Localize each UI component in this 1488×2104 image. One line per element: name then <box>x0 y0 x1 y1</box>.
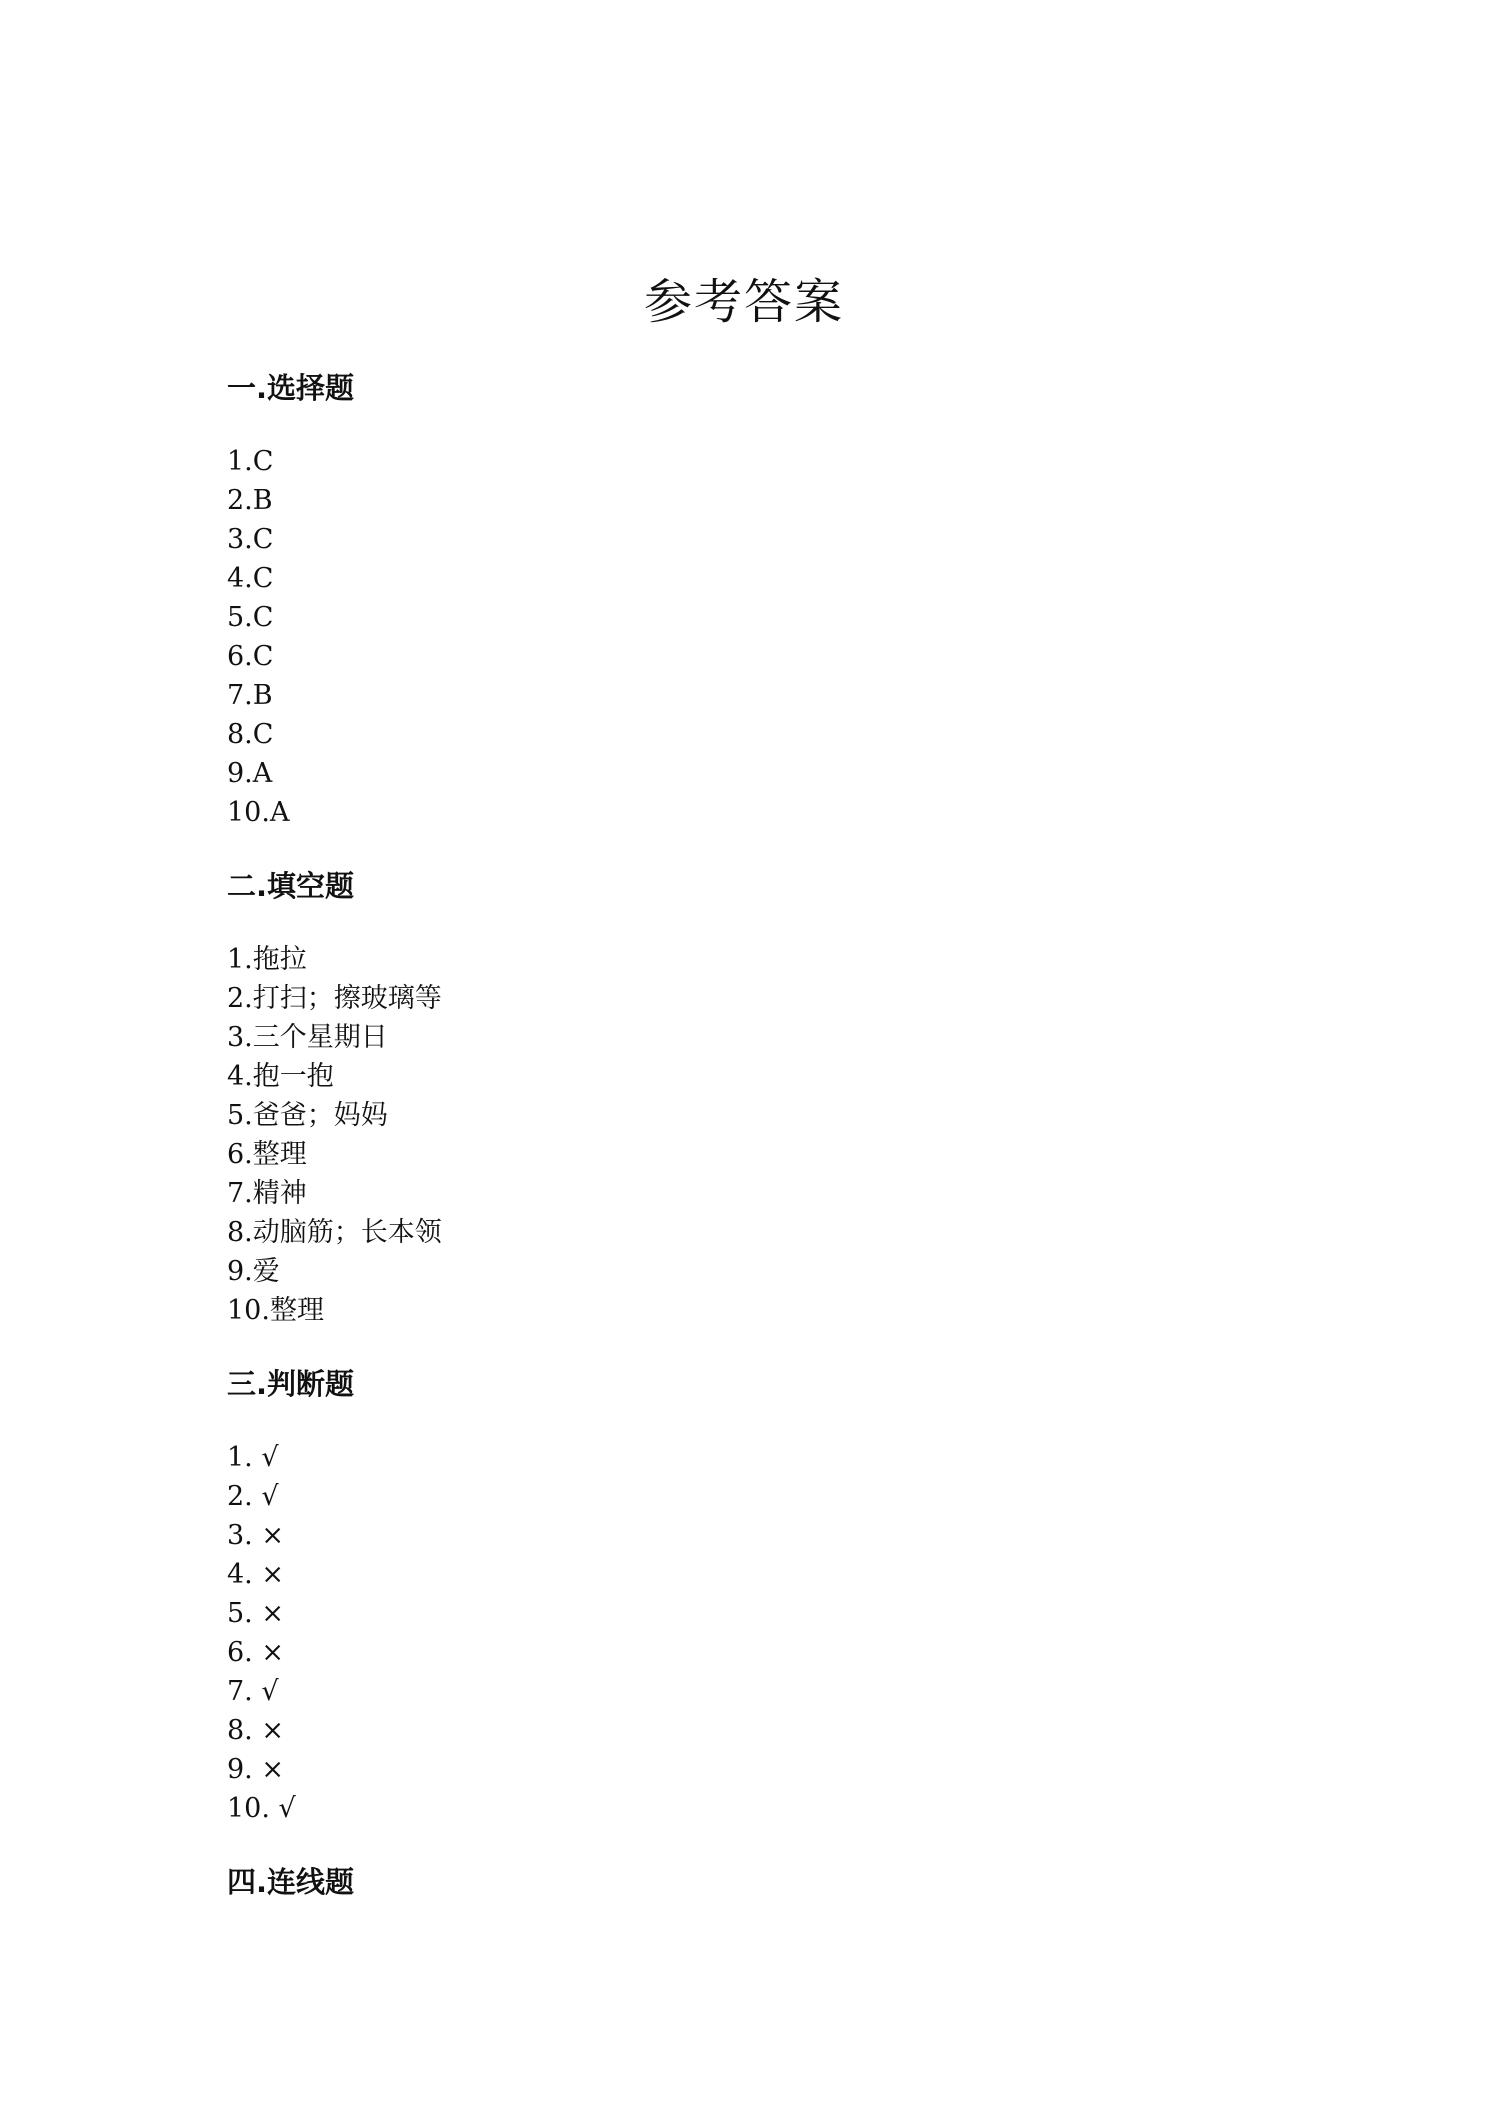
answer-value: 三个星期日 <box>252 1022 388 1053</box>
answer-value: 抱一抱 <box>252 1061 334 1092</box>
answer-item <box>227 1213 442 1252</box>
answer-item <box>227 1096 442 1135</box>
answer-value: 整理 <box>269 1295 324 1326</box>
answer-number: 8. <box>227 1217 253 1248</box>
answer-number: 4. <box>227 563 253 594</box>
answer-value: B <box>252 485 273 516</box>
answer-value: C <box>252 563 274 594</box>
section-matching <box>227 1862 354 1902</box>
answer-item <box>227 442 354 481</box>
answer-value: × <box>261 1754 284 1785</box>
answer-number: 5. <box>227 602 253 633</box>
answer-list <box>227 442 354 832</box>
page-title: 参考答案 <box>643 274 844 330</box>
answer-item <box>227 676 354 715</box>
answer-item <box>227 1789 354 1828</box>
answer-item <box>227 559 354 598</box>
answer-item <box>227 715 354 754</box>
answer-value: 精神 <box>252 1178 307 1209</box>
answer-number: 4. <box>227 1559 253 1590</box>
answer-number: 10. <box>227 1295 270 1326</box>
answer-value: A <box>269 797 290 828</box>
answer-item <box>227 1291 442 1330</box>
answer-item <box>227 1174 442 1213</box>
answer-item <box>227 979 442 1018</box>
section-heading: 二.填空题 <box>227 869 355 903</box>
answer-number: 5. <box>227 1598 253 1629</box>
answer-number: 2. <box>227 983 253 1014</box>
answer-value: × <box>261 1637 284 1668</box>
section-fill-in-blank <box>227 866 442 1330</box>
answer-item <box>227 481 354 520</box>
answer-number: 6. <box>227 641 253 672</box>
section-multiple-choice <box>227 368 354 832</box>
answer-number: 1. <box>227 1442 253 1473</box>
answer-number: 7. <box>227 1178 253 1209</box>
answer-item <box>227 754 354 793</box>
answer-number: 5. <box>227 1100 253 1131</box>
answer-item <box>227 1057 442 1096</box>
answer-item <box>227 1252 442 1291</box>
answer-number: 10. <box>227 797 270 828</box>
answer-item <box>227 1438 354 1477</box>
section-heading: 四.连线题 <box>227 1865 355 1899</box>
answer-number: 3. <box>227 1520 253 1551</box>
answer-value: C <box>252 719 274 750</box>
answer-value: 打扫；擦玻璃等 <box>252 983 442 1014</box>
answer-number: 9. <box>227 758 253 789</box>
answer-value: 拖拉 <box>252 944 307 975</box>
answer-number: 8. <box>227 719 253 750</box>
answer-value: √ <box>278 1793 296 1824</box>
answer-value: √ <box>261 1481 279 1512</box>
answer-item <box>227 940 442 979</box>
answer-value: A <box>252 758 273 789</box>
answer-value: × <box>261 1559 284 1590</box>
answer-item <box>227 1594 354 1633</box>
answer-item <box>227 793 354 832</box>
answer-item <box>227 598 354 637</box>
answer-number: 6. <box>227 1139 253 1170</box>
answer-number: 4. <box>227 1061 253 1092</box>
answer-number: 3. <box>227 524 253 555</box>
section-heading: 三.判断题 <box>227 1367 355 1401</box>
answer-value: × <box>261 1598 284 1629</box>
answer-item <box>227 1711 354 1750</box>
answer-number: 7. <box>227 1676 253 1707</box>
answer-item <box>227 637 354 676</box>
answer-item <box>227 1135 442 1174</box>
answer-item <box>227 1672 354 1711</box>
answer-number: 3. <box>227 1022 253 1053</box>
answer-value: C <box>252 524 274 555</box>
answer-list <box>227 940 442 1330</box>
answer-value: 动脑筋；长本领 <box>252 1217 442 1248</box>
answer-value: 爸爸；妈妈 <box>252 1100 388 1131</box>
answer-item <box>227 1555 354 1594</box>
answer-number: 10. <box>227 1793 270 1824</box>
section-true-false <box>227 1364 354 1828</box>
answer-number: 9. <box>227 1754 253 1785</box>
answer-value: × <box>261 1715 284 1746</box>
answer-value: B <box>252 680 273 711</box>
answer-item <box>227 1477 354 1516</box>
answer-item <box>227 1750 354 1789</box>
answer-number: 7. <box>227 680 253 711</box>
answer-number: 1. <box>227 446 253 477</box>
answer-item <box>227 1018 442 1057</box>
answer-value: √ <box>261 1442 279 1473</box>
answer-value: C <box>252 602 274 633</box>
answer-number: 9. <box>227 1256 253 1287</box>
answer-value: × <box>261 1520 284 1551</box>
answer-value: 爱 <box>252 1256 280 1287</box>
answer-number: 1. <box>227 944 253 975</box>
answer-value: √ <box>261 1676 279 1707</box>
answer-item <box>227 1633 354 1672</box>
section-heading: 一.选择题 <box>227 371 355 405</box>
answer-number: 2. <box>227 485 253 516</box>
answer-item <box>227 1516 354 1555</box>
answer-value: 整理 <box>252 1139 307 1170</box>
answer-list <box>227 1438 354 1828</box>
answer-number: 2. <box>227 1481 253 1512</box>
answer-number: 8. <box>227 1715 253 1746</box>
answer-number: 6. <box>227 1637 253 1668</box>
answer-value: C <box>252 641 274 672</box>
answer-value: C <box>252 446 274 477</box>
answer-item <box>227 520 354 559</box>
